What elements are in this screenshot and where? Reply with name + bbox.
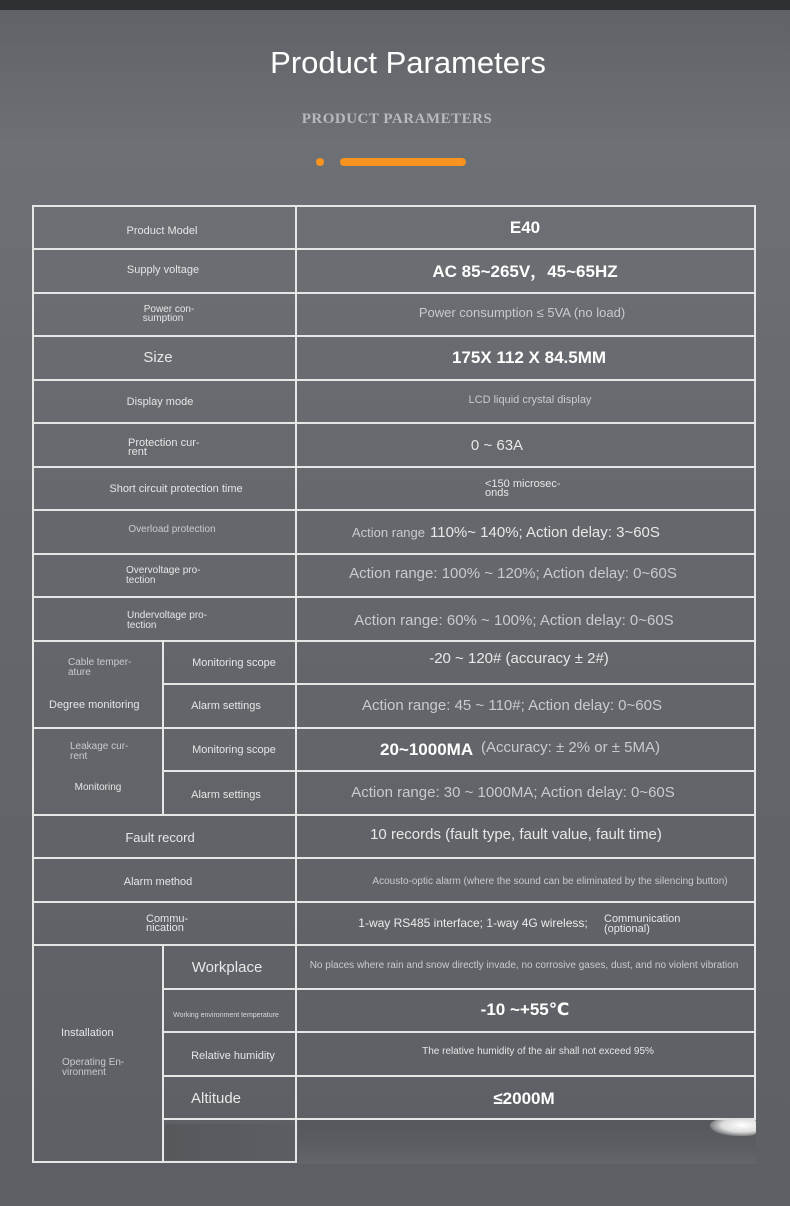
display-mode-value: LCD liquid crystal display bbox=[468, 394, 592, 406]
cable-temp-label-1: Cable temper- bbox=[68, 657, 132, 668]
temperature-label: Working environment temperature bbox=[173, 1012, 279, 1019]
top-bar bbox=[0, 0, 790, 10]
table-line bbox=[32, 1161, 296, 1163]
overload-value-prefix: Action range bbox=[352, 525, 425, 540]
table-line bbox=[163, 1075, 756, 1077]
communication-label-2: nication bbox=[146, 922, 184, 934]
table-line bbox=[32, 901, 756, 903]
table-line bbox=[163, 683, 756, 685]
table-line bbox=[295, 205, 297, 1163]
leakage-label-3: Monitoring bbox=[74, 782, 122, 793]
accent-dot bbox=[316, 158, 324, 166]
table-line bbox=[754, 205, 756, 1120]
fault-record-label: Fault record bbox=[125, 830, 195, 845]
power-consumption-label-1: Power con- bbox=[143, 304, 195, 315]
table-line bbox=[32, 248, 756, 250]
power-consumption-label-2: sumption bbox=[142, 313, 184, 324]
table-line bbox=[32, 205, 756, 207]
workplace-value: No places where rain and snow directly invade, no corrosive gases, dust, and no violent vibration bbox=[309, 960, 739, 971]
page-title: Product Parameters bbox=[270, 45, 546, 80]
altitude-value: ≤2000M bbox=[493, 1089, 555, 1108]
table-line bbox=[162, 944, 164, 1163]
undervoltage-label-2: tection bbox=[127, 620, 157, 631]
leakage-scope-value: 20~1000MA bbox=[380, 740, 474, 759]
table-line bbox=[32, 205, 34, 1163]
humidity-label: Relative humidity bbox=[191, 1050, 275, 1062]
power-consumption-value: Power consumption ≤ 5VA (no load) bbox=[418, 305, 626, 320]
accent-bar bbox=[340, 158, 466, 166]
table-line bbox=[32, 727, 756, 729]
leakage-alarm-value: Action range: 30 ~ 1000MA; Action delay: 0~60S bbox=[351, 784, 675, 801]
product-model-value: E40 bbox=[509, 218, 541, 237]
temperature-value: -10 ~+55℃ bbox=[480, 1000, 570, 1019]
short-circuit-value-2: onds bbox=[485, 487, 509, 499]
table-line bbox=[32, 596, 756, 598]
cable-temp-label-2: ature bbox=[68, 667, 91, 678]
fault-record-value: 10 records (fault type, fault value, fault time) bbox=[370, 826, 662, 843]
workplace-label: Workplace bbox=[191, 959, 263, 976]
display-mode-label: Display mode bbox=[126, 396, 194, 408]
altitude-label: Altitude bbox=[190, 1090, 242, 1107]
cable-temp-scope-label: Monitoring scope bbox=[192, 657, 276, 669]
overvoltage-label-2: tection bbox=[126, 575, 156, 586]
table-line bbox=[32, 422, 756, 424]
blur-region bbox=[298, 1120, 756, 1164]
table-line bbox=[162, 640, 164, 815]
cable-temp-scope-value: -20 ~ 120# (accuracy ± 2#) bbox=[429, 650, 609, 667]
communication-value: 1-way RS485 interface; 1-way 4G wireless; bbox=[358, 916, 588, 930]
table-line bbox=[32, 857, 756, 859]
leakage-label-2: rent bbox=[70, 751, 88, 762]
overvoltage-value: Action range: 100% ~ 120%; Action delay: 0~60S bbox=[349, 565, 677, 582]
table-line bbox=[32, 335, 756, 337]
communication-note-1: Communication bbox=[604, 913, 681, 925]
installation-label-2: Operating En- bbox=[62, 1057, 125, 1068]
overvoltage-label-1: Overvoltage pro- bbox=[126, 565, 201, 576]
table-line bbox=[32, 292, 756, 294]
table-line bbox=[163, 988, 756, 990]
undervoltage-value: Action range: 60% ~ 100%; Action delay: 0~60S bbox=[354, 612, 674, 629]
cable-temp-label-3: Degree monitoring bbox=[49, 699, 140, 711]
leakage-alarm-label: Alarm settings bbox=[191, 789, 261, 801]
communication-note-2: (optional) bbox=[604, 923, 650, 935]
humidity-value: The relative humidity of the air shall not exceed 95% bbox=[422, 1046, 654, 1057]
cable-temp-alarm-label: Alarm settings bbox=[191, 700, 261, 712]
table-line bbox=[32, 553, 756, 555]
protection-current-value: 0 ~ 63A bbox=[470, 437, 524, 454]
communication-label-1: Commu- bbox=[146, 913, 189, 925]
size-value: 175X 112 X 84.5MM bbox=[451, 348, 607, 367]
product-model-label: Product Model bbox=[126, 225, 198, 237]
cable-temp-alarm-value: Action range: 45 ~ 110#; Action delay: 0~60S bbox=[362, 697, 662, 714]
supply-voltage-label: Supply voltage bbox=[126, 264, 200, 276]
table-line bbox=[32, 814, 756, 816]
size-label: Size bbox=[143, 349, 173, 366]
alarm-method-value: Acousto-optic alarm (where the sound can be eliminated by the silencing button) bbox=[372, 876, 728, 887]
protection-current-label-1: Protection cur- bbox=[128, 437, 200, 449]
protection-current-label-2: rent bbox=[128, 446, 147, 458]
parameters-table bbox=[32, 205, 756, 1163]
blur-region bbox=[165, 1124, 295, 1160]
short-circuit-label: Short circuit protection time bbox=[109, 483, 243, 495]
leakage-scope-accuracy: (Accuracy: ± 2% or ± 5MA) bbox=[481, 739, 661, 756]
installation-label-3: vironment bbox=[62, 1067, 106, 1078]
table-line bbox=[163, 770, 756, 772]
installation-label-1: Installation bbox=[61, 1027, 114, 1039]
table-line bbox=[32, 379, 756, 381]
table-line bbox=[32, 944, 756, 946]
short-circuit-value-1: <150 microsec- bbox=[485, 478, 561, 490]
page-subtitle: PRODUCT PARAMETERS bbox=[301, 111, 493, 127]
leakage-scope-label: Monitoring scope bbox=[192, 744, 276, 756]
table-line bbox=[32, 509, 756, 511]
table-line bbox=[32, 466, 756, 468]
overload-value: 110%~ 140%; Action delay: 3~60S bbox=[430, 524, 660, 541]
undervoltage-label-1: Undervoltage pro- bbox=[127, 610, 208, 621]
table-line bbox=[163, 1031, 756, 1033]
alarm-method-label: Alarm method bbox=[123, 876, 193, 888]
leakage-label-1: Leakage cur- bbox=[70, 741, 129, 752]
overload-label: Overload protection bbox=[128, 524, 216, 535]
supply-voltage-value: AC 85~265V，45~65HZ bbox=[432, 262, 618, 281]
table-line bbox=[32, 640, 756, 642]
